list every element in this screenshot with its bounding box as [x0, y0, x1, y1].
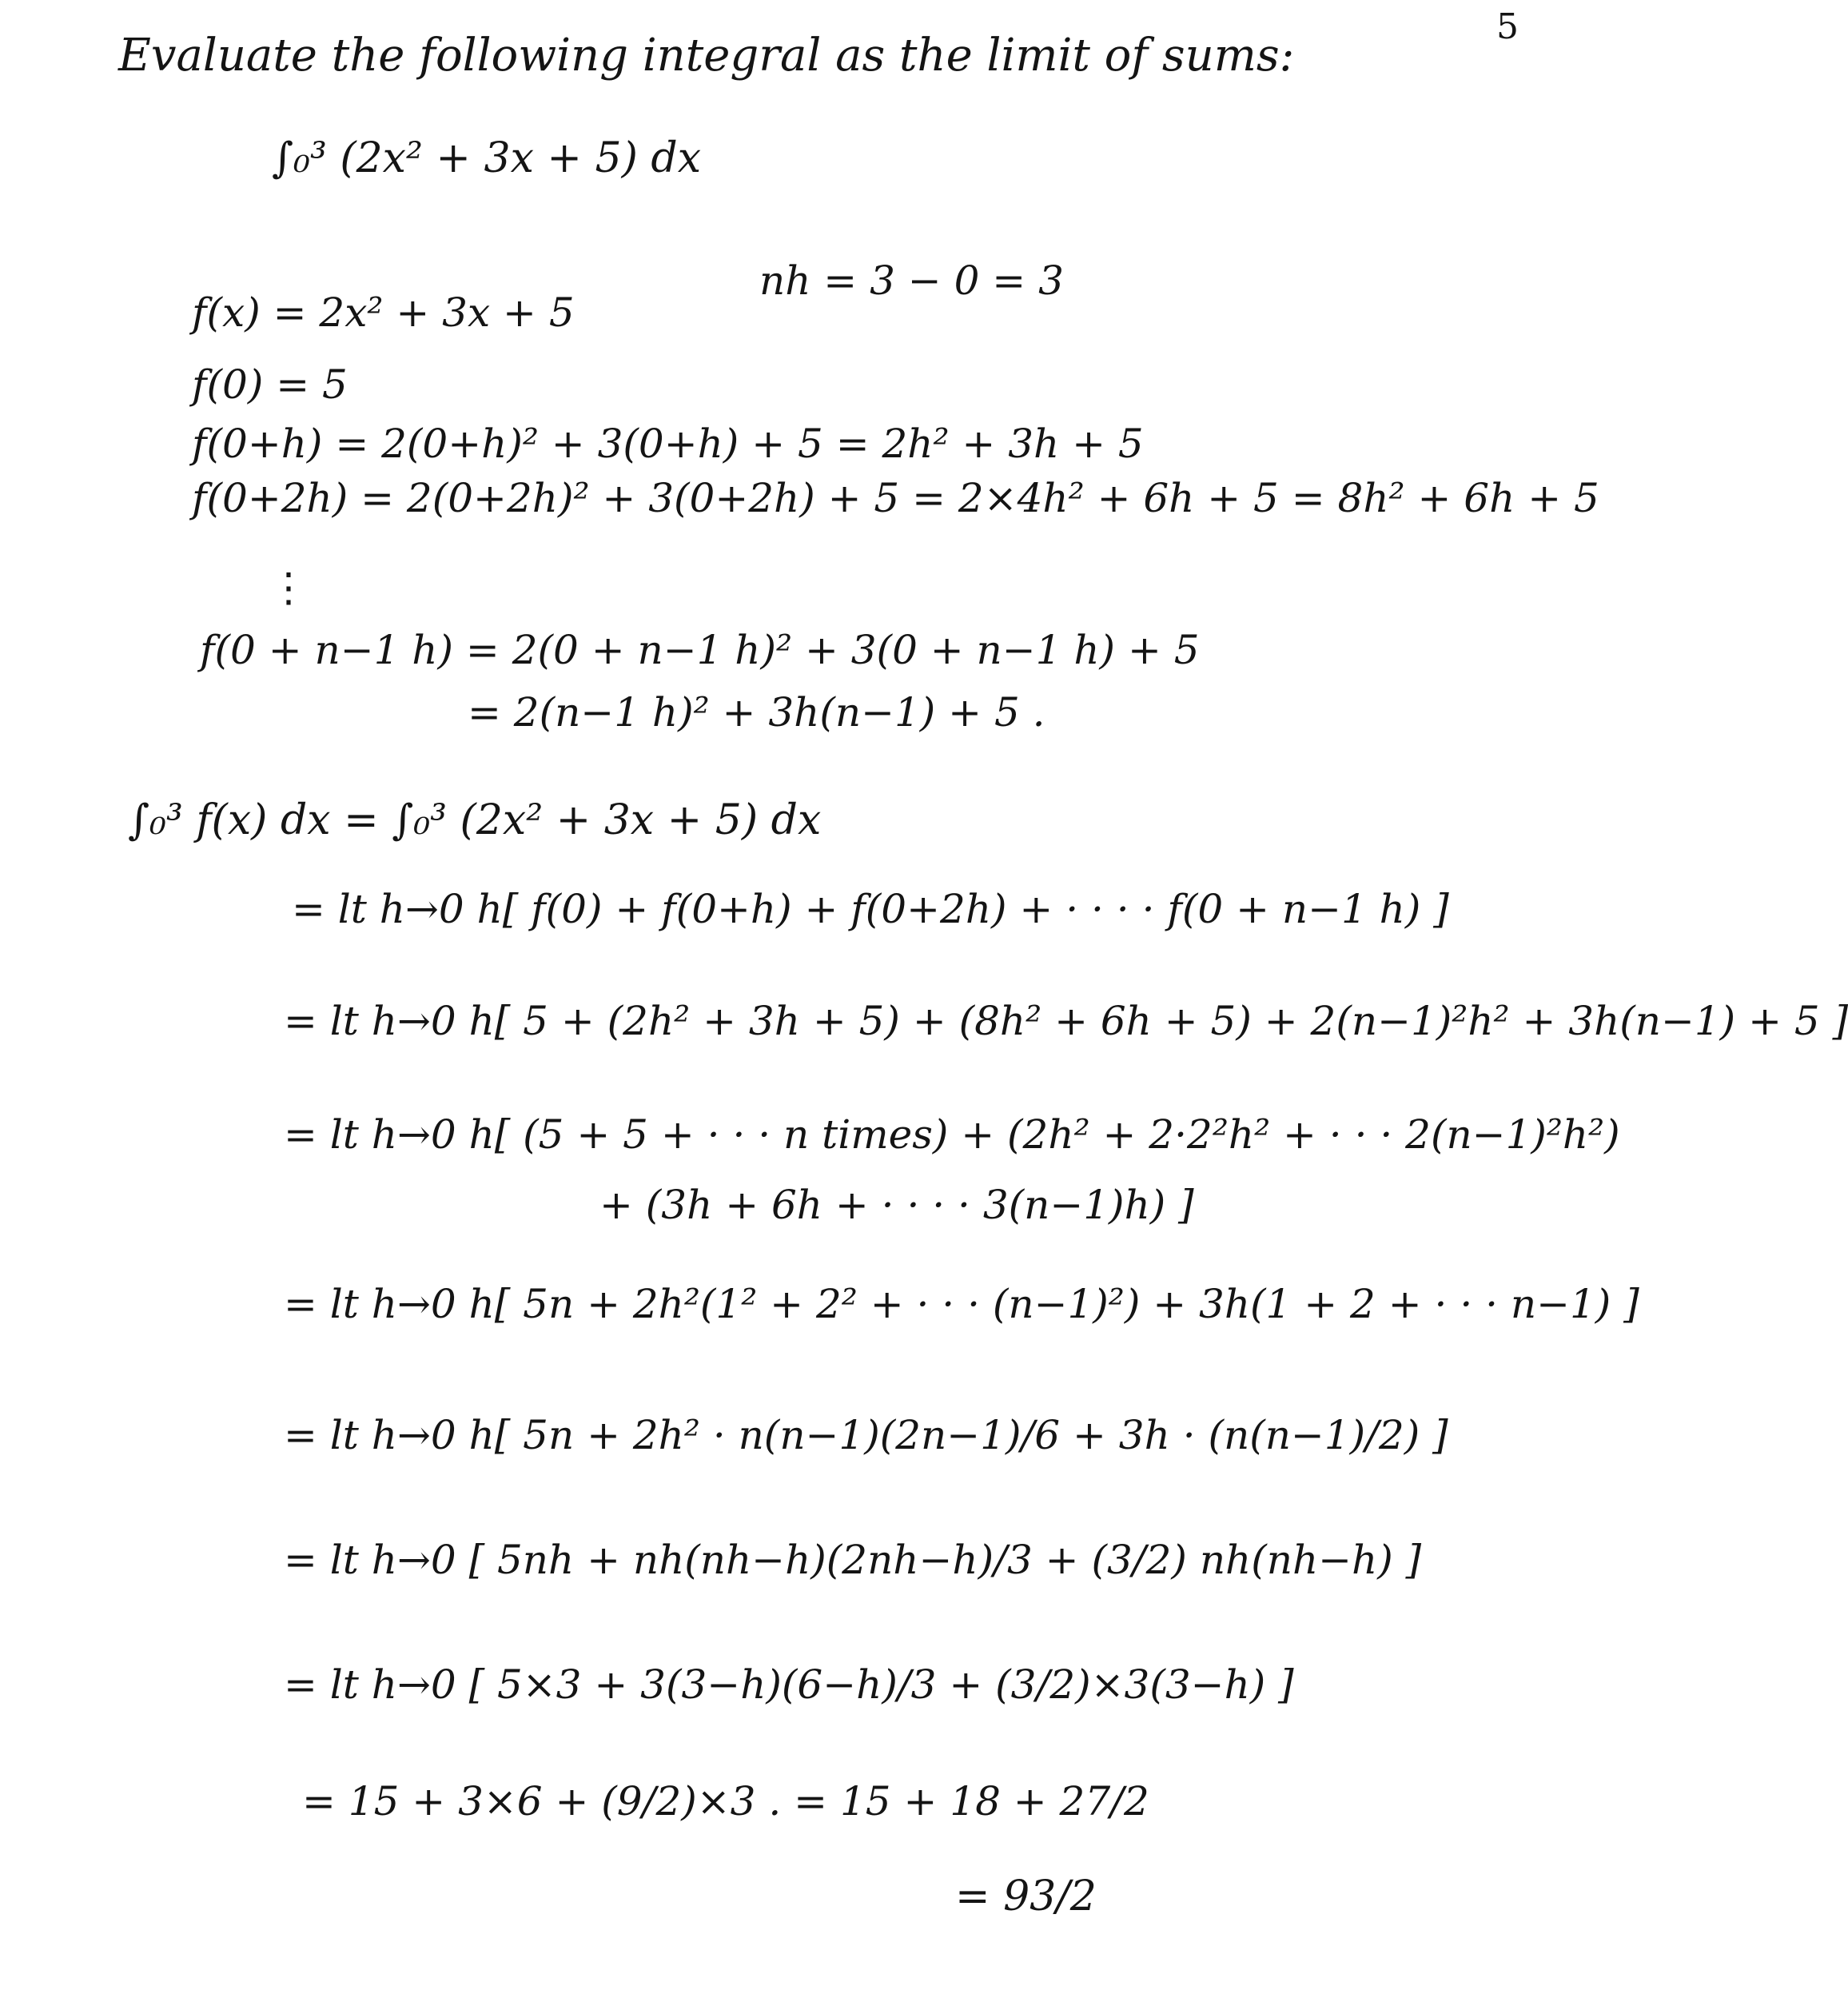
step-3a: = lt h→0 h[ (5 + 5 + · · · n times) + (2h² + 2·2²h² + · · · 2(n−1)²h²) [284, 1111, 1620, 1158]
integral-setup: ∫₀³ f(x) dx = ∫₀³ (2x² + 3x + 5) dx [128, 796, 822, 844]
step-3b: + (3h + 6h + · · · · 3(n−1)h) ] [599, 1182, 1194, 1228]
step-7: = lt h→0 [ 5×3 + 3(3−h)(6−h)/3 + (3/2)×3(3−h) ] [284, 1661, 1294, 1708]
step-8: = 15 + 3×6 + (9/2)×3 . = 15 + 18 + 27/2 [302, 1778, 1149, 1825]
step-4: = lt h→0 h[ 5n + 2h²(1² + 2² + · · · (n−1)²) + 3h(1 + 2 + · · · n−1) ] [284, 1281, 1639, 1327]
f-of-zero: f(0) = 5 [192, 361, 348, 408]
f-of-2h: f(0+2h) = 2(0+2h)² + 3(0+2h) + 5 = 2×4h² + 6h + 5 = 8h² + 6h + 5 [192, 475, 1599, 521]
function-definition: f(x) = 2x² + 3x + 5 [192, 289, 575, 336]
f-of-n-minus-1-h-simplified: = 2(n−1 h)² + 3h(n−1) + 5 . [468, 689, 1045, 736]
problem-heading: Evaluate the following integral as the limit of sums: [118, 30, 1295, 82]
nh-definition: nh = 3 − 0 = 3 [759, 257, 1064, 304]
integral-statement: ∫₀³ (2x² + 3x + 5) dx [272, 134, 702, 182]
vertical-dots: ⋮ [269, 564, 309, 611]
f-of-h: f(0+h) = 2(0+h)² + 3(0+h) + 5 = 2h² + 3h + 5 [192, 421, 1144, 467]
final-result: = 93/2 [955, 1872, 1097, 1920]
step-2: = lt h→0 h[ 5 + (2h² + 3h + 5) + (8h² + 6h + 5) + 2(n−1)²h² + 3h(n−1) + 5 ] [284, 998, 1848, 1044]
page-number: 5 [1496, 6, 1519, 47]
step-6: = lt h→0 [ 5nh + nh(nh−h)(2nh−h)/3 + (3/2) nh(nh−h) ] [284, 1537, 1422, 1583]
f-of-n-minus-1-h: f(0 + n−1 h) = 2(0 + n−1 h)² + 3(0 + n−1 h) + 5 [200, 627, 1200, 673]
step-5: = lt h→0 h[ 5n + 2h² · n(n−1)(2n−1)/6 + 3h · (n(n−1)/2) ] [284, 1412, 1448, 1458]
step-1: = lt h→0 h[ f(0) + f(0+h) + f(0+2h) + · · · · f(0 + n−1 h) ] [292, 886, 1449, 932]
